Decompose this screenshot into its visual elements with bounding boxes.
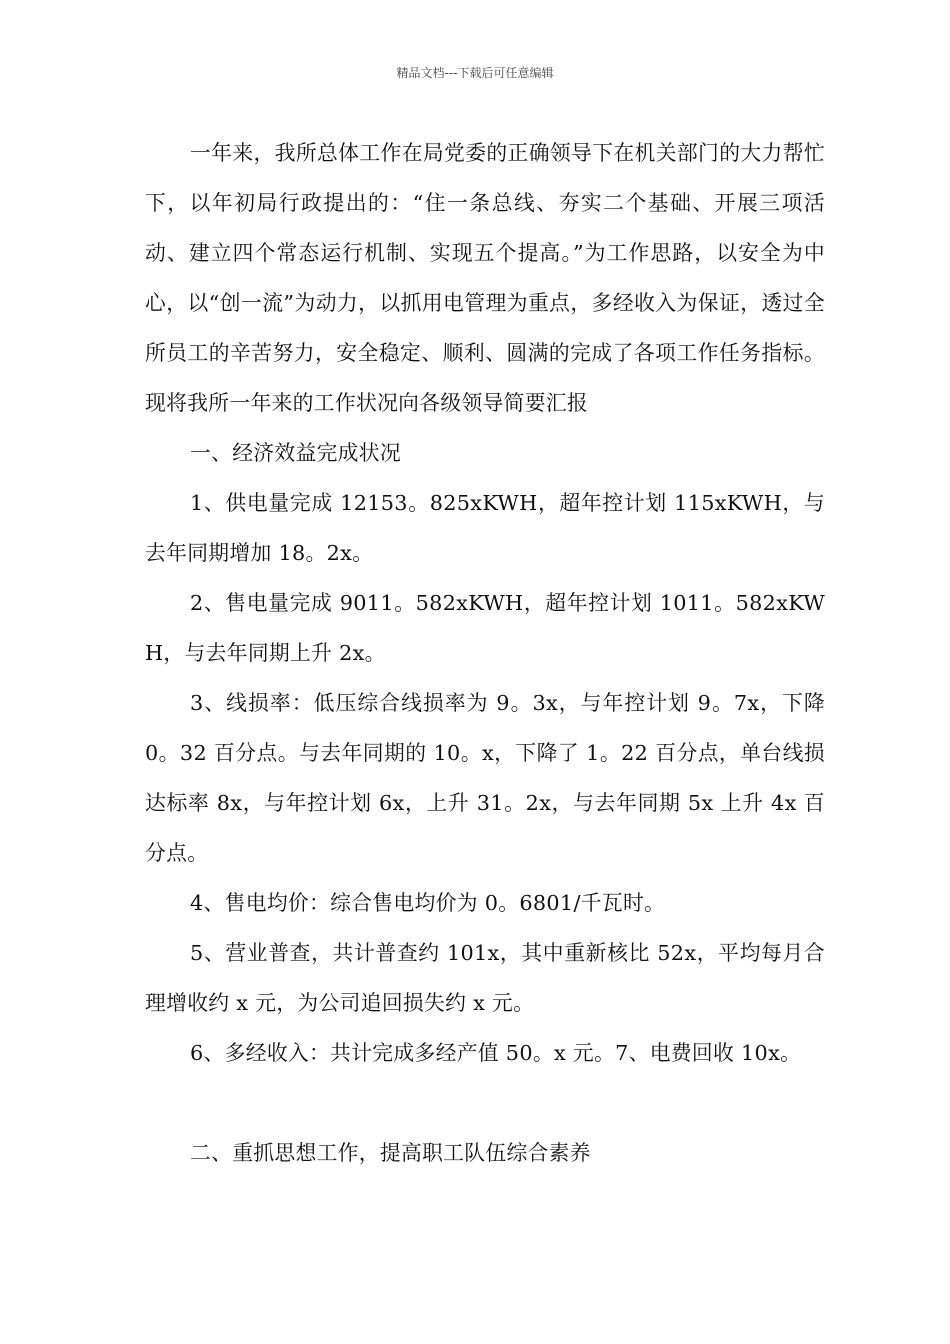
item-line-loss: 3、线损率：低压综合线损率为 9。3x，与年控计划 9。7x，下降 0。32 百分点。与去年同期的 10。x，下降了 1。22 百分点，单台线损达标率 8x，与年控计划 6x，上升 31。2x，与去年同期 5x 上升 4x 百分点。 [145,691,825,865]
paragraph-gap [145,1078,825,1128]
page-header: 精品文档---下载后可任意编辑 [396,66,554,80]
item-power-supply: 1、供电量完成 12153。825xKWH，超年控计划 115xKWH，与去年同期增加 18。2x。 [145,491,825,565]
section-heading-ideology: 二、重抓思想工作，提高职工队伍综合素养 [190,1141,591,1165]
section-heading-economic: 一、经济效益完成状况 [190,441,401,465]
item-business-census: 5、营业普查，共计普查约 101x，其中重新核比 52x，平均每月合理增收约 x 元，为公司追回损失约 x 元。 [145,941,825,1015]
item-diversified-income: 6、多经收入：共计完成多经产值 50。x 元。7、电费回收 10x。 [190,1041,802,1065]
item-average-price: 4、售电均价：综合售电均价为 0。6801/千瓦时。 [190,891,666,915]
document-body [145,128,825,1178]
item-power-sales: 2、售电量完成 9011。582xKWH，超年控计划 1011。582xKWH，与去年同期上升 2x。 [145,591,825,665]
intro-paragraph: 一年来，我所总体工作在局党委的正确领导下在机关部门的大力帮忙下，以年初局行政提出的：“住一条总线、夯实二个基础、开展三项活动、建立四个常态运行机制、实现五个提高。”为工作思路，以安全为中心，以“创一流”为动力，以抓用电管理为重点，多经收入为保证，透过全所员工的辛苦努力，安全稳定、顺利、圆满的完成了各项工作任务指标。现将我所一年来的工作状况向各级领导简要汇报 [145,141,825,415]
